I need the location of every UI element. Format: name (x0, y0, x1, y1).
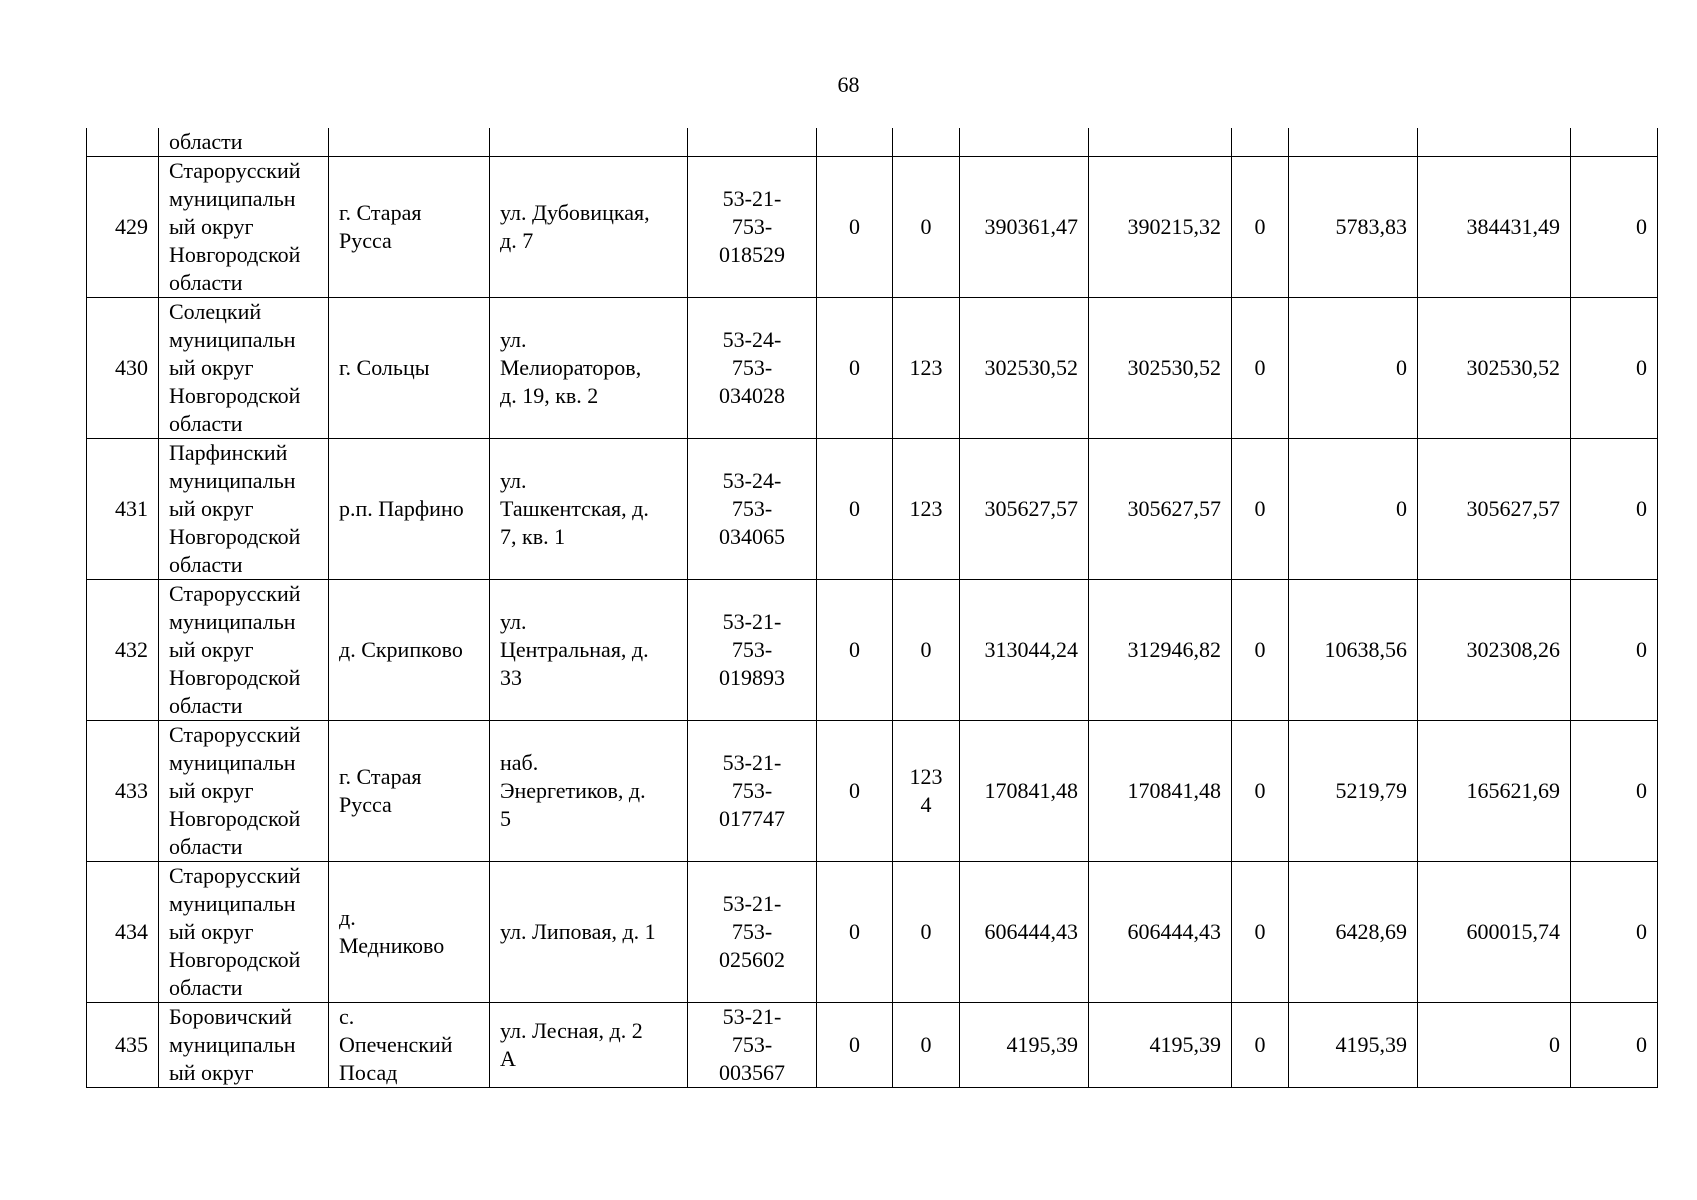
cell-district-line: Солецкий (169, 299, 262, 324)
cell-code-line: 753- (731, 1032, 773, 1057)
cell-code-line: 753- (731, 355, 773, 380)
cell-district-line: ый округ (169, 637, 254, 662)
cell-district (159, 1003, 329, 1088)
cell-code-line: 753- (731, 919, 773, 944)
cell-col7-line: 4 (920, 792, 932, 817)
cell-code (688, 1003, 817, 1088)
cell-code-line: 53-24- (722, 468, 782, 493)
cell-code (688, 580, 817, 721)
cell-district-line: Новгородской (169, 383, 301, 408)
cell-district-line: ый округ (169, 778, 254, 803)
cell-code (688, 439, 817, 580)
cell-col7 (893, 298, 960, 439)
cell-code-line: 017747 (719, 806, 785, 831)
cell-col7 (893, 128, 960, 157)
cell-district-line: муниципальн (169, 750, 296, 775)
cell-col9: 4195,39 (1089, 1003, 1232, 1088)
cell-code (688, 721, 817, 862)
cell-col9: 170841,48 (1089, 721, 1232, 862)
cell-address (490, 721, 688, 862)
cell-code-line: 753- (731, 637, 773, 662)
cell-col7-line: 0 (920, 919, 932, 944)
cell-code-line: 53-21- (722, 891, 782, 916)
registry-table (86, 128, 1658, 1088)
cell-col8: 302530,52 (960, 298, 1089, 439)
cell-col8: 606444,43 (960, 862, 1089, 1003)
cell-col10 (1232, 128, 1289, 157)
cell-address-line: 33 (500, 665, 522, 690)
cell-code-line: 003567 (719, 1060, 785, 1085)
cell-col6: 0 (817, 862, 893, 1003)
cell-col13: 0 (1571, 862, 1658, 1003)
cell-settlement-line: с. (339, 1004, 355, 1029)
cell-col12: 302308,26 (1418, 580, 1571, 721)
cell-district (159, 298, 329, 439)
cell-col11: 5219,79 (1289, 721, 1418, 862)
table-row (87, 721, 1658, 862)
cell-district-line: муниципальн (169, 1032, 296, 1057)
cell-district-line: ый округ (169, 214, 254, 239)
cell-col7-line: 123 (909, 355, 943, 380)
cell-district-line: Старорусский (169, 581, 301, 606)
cell-col11: 5783,83 (1289, 157, 1418, 298)
cell-code (688, 298, 817, 439)
cell-address-line: наб. (500, 750, 539, 775)
cell-col7-line: 0 (920, 637, 932, 662)
cell-col6: 0 (817, 580, 893, 721)
cell-district-line: области (169, 693, 243, 718)
cell-settlement (329, 862, 490, 1003)
cell-address (490, 862, 688, 1003)
cell-col7-line: 123 (909, 764, 943, 789)
cell-address-line: ул. Липовая, д. 1 (500, 919, 656, 944)
cell-district-line: Новгородской (169, 947, 301, 972)
cell-col7 (893, 862, 960, 1003)
table-row (87, 157, 1658, 298)
cell-code (688, 128, 817, 157)
cell-settlement-line: Медниково (339, 933, 445, 958)
cell-col8: 4195,39 (960, 1003, 1089, 1088)
cell-col9 (1089, 128, 1232, 157)
cell-col6: 0 (817, 1003, 893, 1088)
cell-no (87, 128, 159, 157)
cell-settlement-line: г. Старая (339, 200, 422, 225)
cell-col8: 313044,24 (960, 580, 1089, 721)
cell-col10: 0 (1232, 862, 1289, 1003)
cell-district-line: ый округ (169, 1060, 254, 1085)
cell-col7 (893, 1003, 960, 1088)
cell-col11: 10638,56 (1289, 580, 1418, 721)
continuation-row (87, 128, 1658, 157)
cell-code-line: 018529 (719, 242, 785, 267)
cell-settlement (329, 580, 490, 721)
cell-code-line: 53-21- (722, 750, 782, 775)
cell-settlement-line: д. (339, 905, 356, 930)
cell-district (159, 580, 329, 721)
table-row (87, 862, 1658, 1003)
cell-address-line: А (500, 1046, 516, 1071)
cell-district-line: Боровичский (169, 1004, 292, 1029)
cell-col8 (960, 128, 1089, 157)
cell-col13: 0 (1571, 439, 1658, 580)
cell-no: 433 (87, 721, 159, 862)
cell-district-line: муниципальн (169, 609, 296, 634)
cell-district-line: области (169, 270, 243, 295)
cell-district (159, 721, 329, 862)
cell-col10: 0 (1232, 1003, 1289, 1088)
cell-col10: 0 (1232, 157, 1289, 298)
cell-settlement-line: Опеченский (339, 1032, 453, 1057)
cell-settlement-line: Русса (339, 792, 392, 817)
cell-district-line: ый округ (169, 355, 254, 380)
cell-code-line: 53-21- (722, 609, 782, 634)
cell-address-line: ул. Дубовицкая, (500, 200, 650, 225)
table-row (87, 298, 1658, 439)
cell-settlement (329, 298, 490, 439)
cell-settlement-line: р.п. Парфино (339, 496, 464, 521)
cell-col13 (1571, 128, 1658, 157)
cell-address-line: ул. (500, 327, 527, 352)
cell-district-line: Старорусский (169, 863, 301, 888)
cell-district (159, 439, 329, 580)
cell-settlement-line: г. Сольцы (339, 355, 430, 380)
cell-no: 431 (87, 439, 159, 580)
cell-col9: 312946,82 (1089, 580, 1232, 721)
cell-address-line: Мелиораторов, (500, 355, 642, 380)
cell-col6: 0 (817, 721, 893, 862)
cell-code-line: 753- (731, 214, 773, 239)
cell-district-line: Новгородской (169, 524, 301, 549)
cell-col13: 0 (1571, 1003, 1658, 1088)
cell-address-line: ул. (500, 468, 527, 493)
cell-no: 434 (87, 862, 159, 1003)
cell-col9: 302530,52 (1089, 298, 1232, 439)
table-row (87, 439, 1658, 580)
cell-col7 (893, 157, 960, 298)
cell-col6: 0 (817, 439, 893, 580)
cell-col12 (1418, 128, 1571, 157)
cell-address-line: 5 (500, 806, 511, 831)
page-number: 68 (837, 72, 860, 97)
cell-col10: 0 (1232, 580, 1289, 721)
cell-settlement (329, 439, 490, 580)
cell-district-line: ый округ (169, 496, 254, 521)
cell-code-line: 53-21- (722, 186, 782, 211)
cell-district-line: Парфинский (169, 440, 288, 465)
cell-settlement-line: Русса (339, 228, 392, 253)
cell-district-line: Старорусский (169, 158, 301, 183)
cell-code-line: 019893 (719, 665, 785, 690)
cell-col12: 600015,74 (1418, 862, 1571, 1003)
cell-col9: 305627,57 (1089, 439, 1232, 580)
cell-address-line: 7, кв. 1 (500, 524, 566, 549)
cell-col12: 165621,69 (1418, 721, 1571, 862)
cell-district-line: области (169, 834, 243, 859)
cell-address (490, 580, 688, 721)
cell-no: 430 (87, 298, 159, 439)
cell-col13: 0 (1571, 721, 1658, 862)
cell-settlement-line: г. Старая (339, 764, 422, 789)
cell-col6 (817, 128, 893, 157)
cell-district-line: муниципальн (169, 327, 296, 352)
cell-code-line: 753- (731, 778, 773, 803)
table-row (87, 580, 1658, 721)
cell-district-line: Старорусский (169, 722, 301, 747)
cell-col13: 0 (1571, 580, 1658, 721)
cell-code-line: 753- (731, 496, 773, 521)
cell-code (688, 862, 817, 1003)
cell-code-line: 025602 (719, 947, 785, 972)
cell-col9: 390215,32 (1089, 157, 1232, 298)
cell-col13: 0 (1571, 157, 1658, 298)
cell-col12: 0 (1418, 1003, 1571, 1088)
cell-col11: 0 (1289, 298, 1418, 439)
cell-settlement (329, 157, 490, 298)
cell-address-line: Центральная, д. (500, 637, 649, 662)
cell-col8: 305627,57 (960, 439, 1089, 580)
cell-code (688, 157, 817, 298)
cell-col7-line: 0 (920, 1032, 932, 1057)
cell-code-line: 53-21- (722, 1004, 782, 1029)
cell-col13: 0 (1571, 298, 1658, 439)
cell-col11: 6428,69 (1289, 862, 1418, 1003)
cell-settlement-line: Посад (339, 1060, 398, 1085)
cell-address-line: ул. (500, 609, 527, 634)
cell-col8: 390361,47 (960, 157, 1089, 298)
cell-address-line: д. 19, кв. 2 (500, 383, 599, 408)
cell-col8: 170841,48 (960, 721, 1089, 862)
cell-col7-line: 0 (920, 214, 932, 239)
cell-col12: 384431,49 (1418, 157, 1571, 298)
cell-settlement-line: д. Скрипково (339, 637, 463, 662)
cell-address (490, 439, 688, 580)
cell-col7 (893, 439, 960, 580)
cell-district (159, 157, 329, 298)
cell-district (159, 862, 329, 1003)
cell-district-line: области (169, 975, 243, 1000)
cell-no: 435 (87, 1003, 159, 1088)
cell-district-line: Новгородской (169, 806, 301, 831)
cell-settlement (329, 721, 490, 862)
cell-col6: 0 (817, 157, 893, 298)
cell-district-line: муниципальн (169, 891, 296, 916)
cell-district-line: Новгородской (169, 665, 301, 690)
cell-col10: 0 (1232, 439, 1289, 580)
cell-no: 432 (87, 580, 159, 721)
cell-col7 (893, 721, 960, 862)
cell-no: 429 (87, 157, 159, 298)
cell-col11: 0 (1289, 439, 1418, 580)
cell-col11: 4195,39 (1289, 1003, 1418, 1088)
cell-district-line: муниципальн (169, 468, 296, 493)
table-row (87, 1003, 1658, 1088)
cell-col11 (1289, 128, 1418, 157)
cell-district-line: Новгородской (169, 242, 301, 267)
cell-district-line: ый округ (169, 919, 254, 944)
cell-address-line: ул. Лесная, д. 2 (500, 1018, 643, 1043)
cell-address (490, 298, 688, 439)
cell-address-line: Ташкентская, д. (500, 496, 649, 521)
cell-code-line: 034028 (719, 383, 785, 408)
table-body (87, 128, 1658, 1088)
cell-address-line: Энергетиков, д. (500, 778, 646, 803)
cell-col10: 0 (1232, 298, 1289, 439)
cell-address (490, 157, 688, 298)
cell-district-line: области (169, 411, 243, 436)
cell-col12: 305627,57 (1418, 439, 1571, 580)
cell-col6: 0 (817, 298, 893, 439)
cell-address-line: д. 7 (500, 228, 534, 253)
cell-district: области (159, 128, 329, 157)
cell-settlement (329, 1003, 490, 1088)
cell-settlement (329, 128, 490, 157)
cell-district-line: области (169, 552, 243, 577)
cell-district-line: муниципальн (169, 186, 296, 211)
cell-address (490, 1003, 688, 1088)
cell-col9: 606444,43 (1089, 862, 1232, 1003)
cell-col10: 0 (1232, 721, 1289, 862)
cell-col7-line: 123 (909, 496, 943, 521)
cell-code-line: 53-24- (722, 327, 782, 352)
cell-col7 (893, 580, 960, 721)
cell-col12: 302530,52 (1418, 298, 1571, 439)
cell-code-line: 034065 (719, 524, 785, 549)
cell-address (490, 128, 688, 157)
